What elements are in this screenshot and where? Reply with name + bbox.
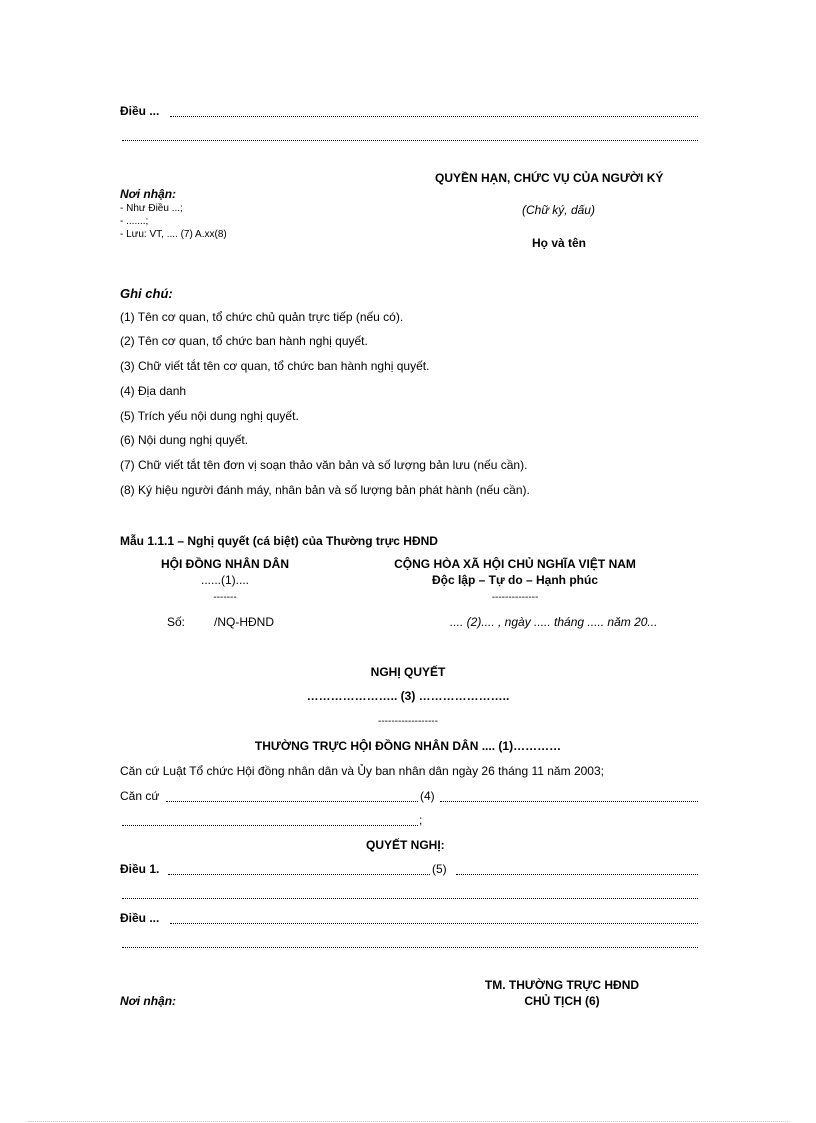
top-article-label: Điều ... bbox=[120, 104, 160, 118]
dotted-fill-line bbox=[122, 140, 698, 141]
note-item: (8) Ký hiệu người đánh máy, nhân bản và số lượng bản phát hành (nếu cần). bbox=[120, 483, 530, 497]
issuing-authority: THƯỜNG TRỰC HỘI ĐỒNG NHÂN DÂN .... (1)………… bbox=[254, 739, 562, 753]
dotted-fill-line bbox=[170, 923, 698, 924]
recipient-item: - Lưu: VT, .... (7) A.xx(8) bbox=[120, 229, 227, 240]
note-item: (7) Chữ viết tắt tên đơn vị soạn thảo văn bản và số lượng bản lưu (nếu cần). bbox=[120, 458, 528, 472]
page-edge-divider bbox=[28, 1121, 788, 1122]
dotted-fill-line bbox=[456, 874, 698, 875]
signer-title: QUYỀN HẠN, CHỨC VỤ CỦA NGƯỜI KÝ bbox=[435, 171, 664, 185]
dotted-fill-line bbox=[170, 116, 698, 117]
legal-basis: Căn cứ Luật Tổ chức Hội đồng nhân dân và Ủy ban nhân dân ngày 26 tháng 11 năm 2003; bbox=[120, 764, 604, 778]
basis-end: ; bbox=[419, 813, 423, 827]
recipient-item: - .......; bbox=[120, 216, 149, 227]
article-n-label: Điều ... bbox=[120, 911, 160, 925]
motto-rule: -------------- bbox=[491, 592, 539, 603]
number-label: Số: bbox=[167, 615, 186, 629]
recipients-label: Nơi nhận: bbox=[120, 187, 177, 201]
dotted-fill-line bbox=[122, 825, 418, 826]
note-item: (4) Địa danh bbox=[120, 384, 187, 398]
dotted-fill-line bbox=[440, 801, 698, 802]
issuing-org: HỘI ĐỒNG NHÂN DÂN bbox=[161, 557, 289, 571]
article-1-label: Điều 1. bbox=[120, 862, 160, 876]
recipients-label: Nơi nhận: bbox=[120, 994, 177, 1008]
dotted-fill-line bbox=[122, 898, 698, 899]
document-number: /NQ-HĐND bbox=[214, 615, 274, 629]
note-item: (2) Tên cơ quan, tổ chức ban hành nghị quyết. bbox=[120, 334, 368, 348]
document-type: NGHỊ QUYẾT bbox=[370, 665, 446, 679]
decision-heading: QUYẾT NGHỊ: bbox=[366, 838, 445, 852]
issuing-org-sub: ......(1).... bbox=[200, 573, 249, 587]
subject-rule: ------------------ bbox=[378, 716, 438, 727]
note-item: (6) Nội dung nghị quyết. bbox=[120, 433, 249, 447]
dotted-fill-line bbox=[168, 874, 430, 875]
place-date: .... (2).... , ngày ..... tháng ..... năm 20... bbox=[450, 615, 658, 629]
signature-note: (Chữ ký, dấu) bbox=[522, 203, 595, 217]
note-item: (1) Tên cơ quan, tổ chức chủ quản trực tiếp (nếu có). bbox=[120, 310, 404, 324]
header-rule: ------- bbox=[213, 592, 237, 603]
national-motto: Độc lập – Tự do – Hạnh phúc bbox=[431, 573, 599, 587]
signature-role: CHỦ TỊCH (6) bbox=[524, 994, 600, 1008]
legal-basis-label: Căn cứ bbox=[120, 789, 160, 803]
signer-name-label: Họ và tên bbox=[532, 236, 587, 250]
country-name: CỘNG HÒA XÃ HỘI CHỦ NGHĨA VIỆT NAM bbox=[394, 557, 636, 571]
dotted-fill-line bbox=[166, 801, 418, 802]
notes-heading: Ghi chú: bbox=[120, 286, 173, 301]
form-title: Mẫu 1.1.1 – Nghị quyết (cá biệt) của Thường trực HĐND bbox=[120, 534, 438, 548]
article-1-ref: (5) bbox=[432, 862, 447, 876]
note-item: (5) Trích yếu nội dung nghị quyết. bbox=[120, 409, 299, 423]
document-subject: ………………….. (3) ………………….. bbox=[306, 689, 510, 703]
dotted-fill-line bbox=[122, 947, 698, 948]
signature-title: TM. THƯỜNG TRỰC HĐND bbox=[484, 978, 640, 992]
note-item: (3) Chữ viết tắt tên cơ quan, tổ chức ban hành nghị quyết. bbox=[120, 359, 430, 373]
recipient-item: - Như Điều ...; bbox=[120, 203, 183, 214]
basis-ref: (4) bbox=[420, 789, 435, 803]
